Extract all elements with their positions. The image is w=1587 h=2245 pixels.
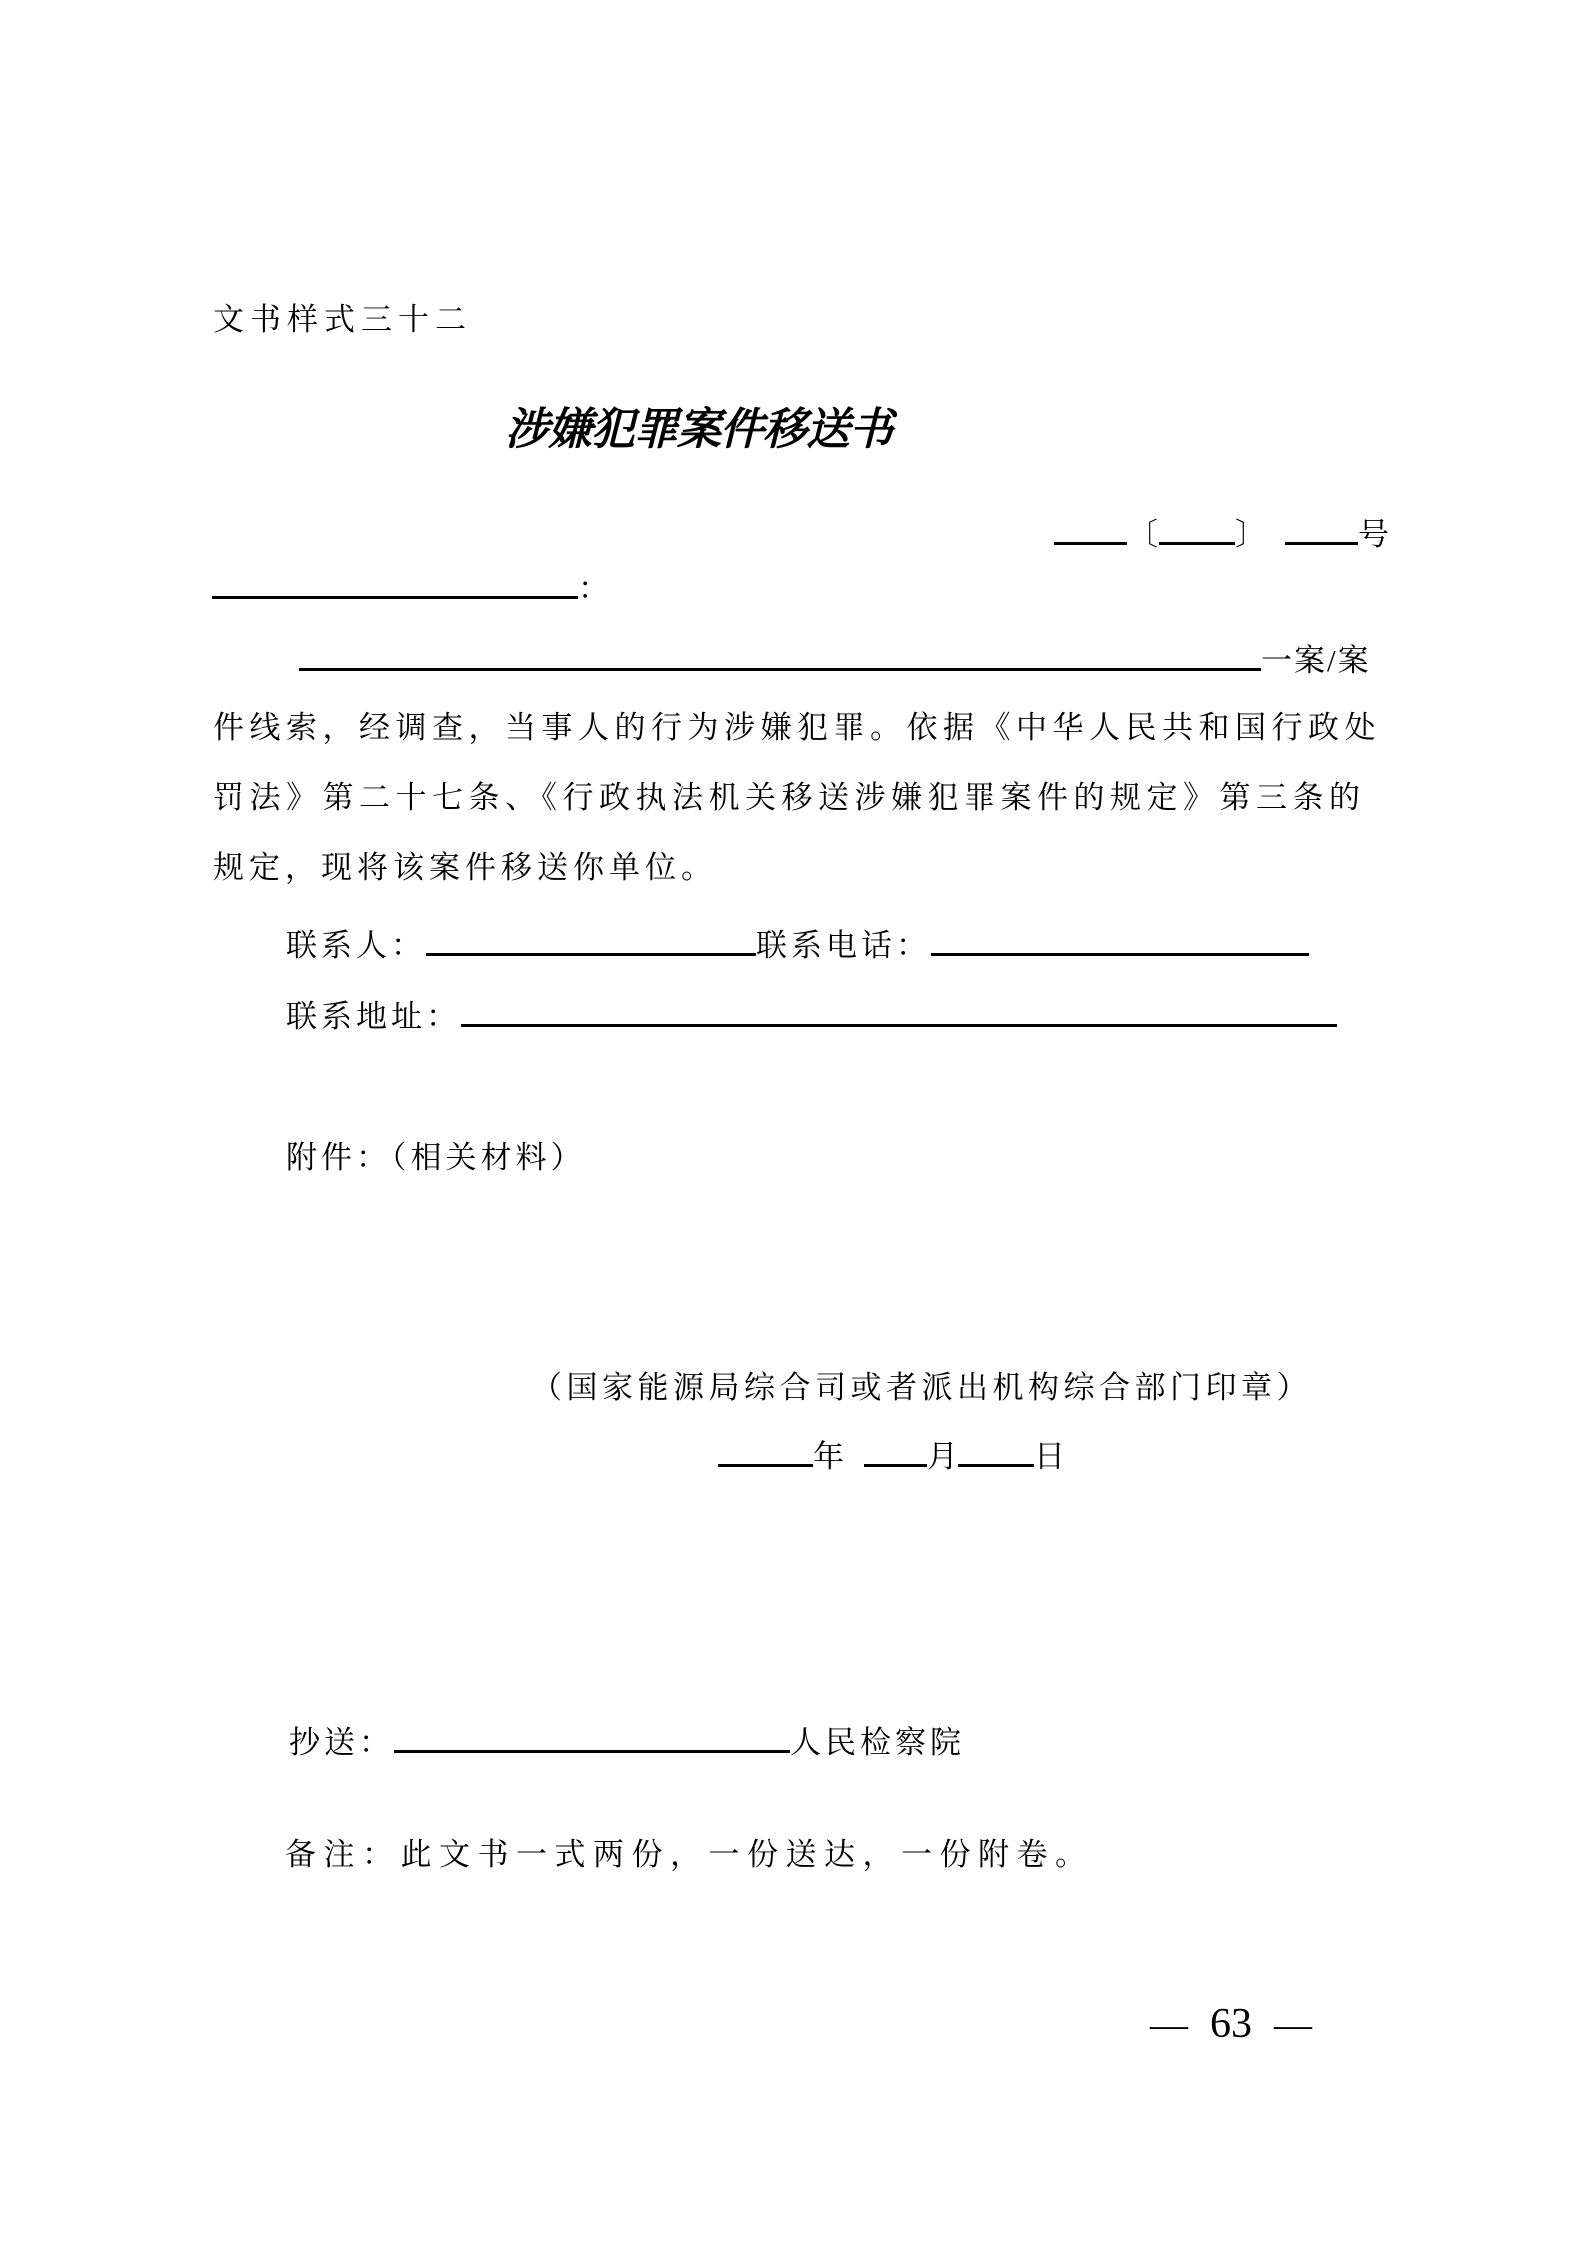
body-paragraph-line-1: 件线索，经调查，当事人的行为涉嫌犯罪。依据《中华人民共和国行政处 — [213, 710, 1381, 745]
body-paragraph-line-3: 规定，现将该案件移送你单位。 — [213, 850, 717, 885]
date-line — [718, 1432, 1065, 1479]
date-month-label: 月 — [927, 1439, 958, 1474]
contact-person-blank — [426, 921, 756, 956]
doc-number-bracket-close: 〕 — [1235, 517, 1267, 552]
contact-address-line — [286, 992, 1337, 1039]
contact-address-label: 联系地址： — [286, 999, 461, 1034]
contact-line — [286, 921, 1309, 968]
cc-label: 抄送： — [289, 1725, 394, 1760]
document-title: 涉嫌犯罪案件移送书 — [505, 405, 892, 454]
addressee-blank — [212, 562, 578, 599]
date-month-blank — [864, 1432, 927, 1467]
cc-blank — [394, 1718, 790, 1753]
seal-placeholder-note: （国家能源局综合司或者派出机构综合部门印章） — [531, 1370, 1312, 1405]
date-day-label: 日 — [1034, 1439, 1065, 1474]
doc-number-line — [1054, 508, 1390, 557]
page-number: 63 — [1210, 2001, 1252, 2047]
case-suffix-text: 一案/案 — [1261, 643, 1371, 678]
date-year-blank — [718, 1432, 813, 1467]
remark-note: 备注：此文书一式两份，一份送达，一份附卷。 — [285, 1837, 1094, 1872]
body-paragraph-line-2: 罚法》第二十七条、《行政执法机关移送涉嫌犯罪案件的规定》第三条的 — [213, 780, 1366, 815]
footer-dash-left: — — [1150, 2004, 1188, 2046]
doc-number-suffix: 号 — [1358, 517, 1390, 552]
attachment-note: 附件：（相关材料） — [286, 1140, 586, 1175]
case-name-blank — [299, 636, 1261, 671]
contact-phone-label: 联系电话： — [756, 928, 931, 963]
contact-address-blank — [461, 992, 1337, 1027]
addressee-line — [212, 562, 609, 611]
date-year-label: 年 — [813, 1439, 844, 1474]
contact-person-label: 联系人： — [286, 928, 426, 963]
footer-dash-right: — — [1274, 2004, 1312, 2046]
cc-suffix: 人民检察院 — [790, 1725, 965, 1760]
doc-number-bracket-open: 〔 — [1127, 517, 1159, 552]
date-day-blank — [958, 1432, 1034, 1467]
case-name-line — [213, 636, 1371, 683]
doc-number-blank-1 — [1054, 508, 1127, 545]
cc-line — [289, 1718, 965, 1765]
document-style-label: 文书样式三十二 — [213, 302, 472, 337]
page-footer — [1150, 2002, 1312, 2047]
contact-phone-blank — [931, 921, 1309, 956]
doc-number-blank-2 — [1159, 508, 1235, 545]
doc-number-blank-3 — [1285, 508, 1358, 545]
addressee-colon: ： — [578, 571, 609, 606]
